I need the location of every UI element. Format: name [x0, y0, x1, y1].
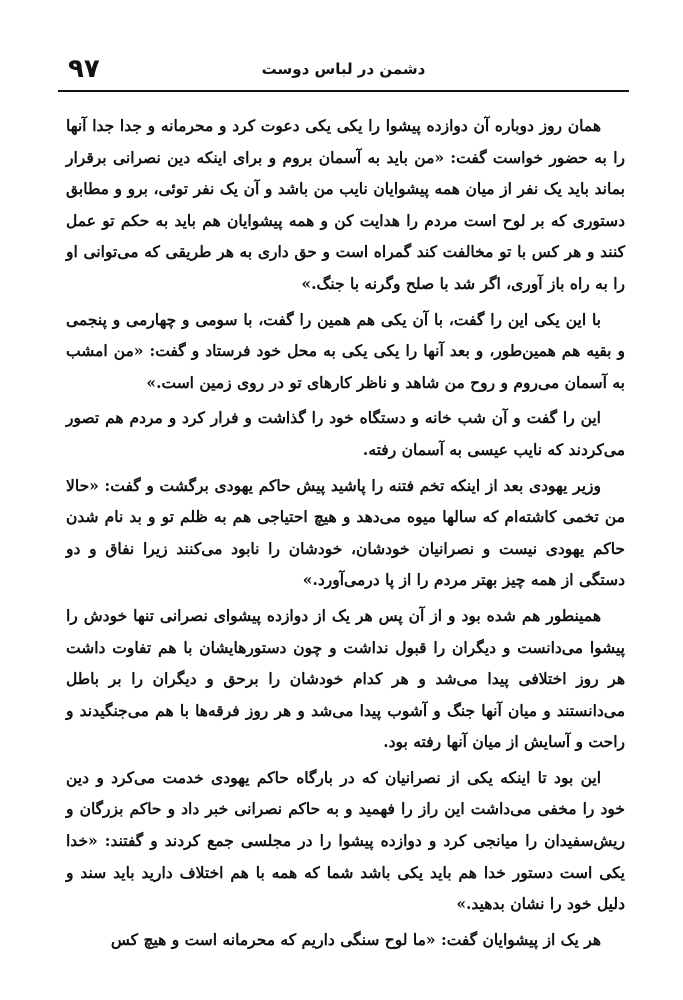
- running-title: دشمن در لباس دوست: [261, 60, 426, 78]
- body-text: [66, 110, 625, 959]
- paragraph: وزیر یهودی بعد از اینکه تخم فتنه را پاشید پیش حاکم یهودی برگشت و گفت: «حالا من تخمی کاشته‌ام که سالها میوه می‌دهد و هیچ احتیاجی هم به ظلم تو و بد نام شدن حاکم یهودی نیست و نصرانیان خودشان، خودشان را نابود می‌کنند زیرا نفاق و دو دستگی از همه چیز بهتر مردم را از پا درمی‌آورد.»: [66, 475, 625, 590]
- paragraph: هر یک از پیشوایان گفت: «ما لوح سنگی داریم که محرمانه است و هیچ کس: [110, 929, 601, 949]
- paragraph: با این یکی این را گفت، با آن یکی هم همین را گفت، با سومی و چهارمی و پنجمی و بقیه هم همین‌طور، و بعد آنها را یکی یکی به محل خود فرستاد و گفت: «من امشب به آسمان می‌روم و روح من شاهد و ناظر کارهای تو در روی زمین است.»: [66, 309, 625, 392]
- paragraph: این بود تا اینکه یکی از نصرانیان که در بارگاه حاکم یهودی خدمت می‌کرد و دین خود را مخفی می‌داشت این راز را فهمید و به حاکم نصرانی خبر داد و حاکم بزرگان و ریش‌سفیدان را میانجی کرد و دوازده پیشوا را در مجلسی جمع کردند و گفتند: «خدا یکی است دستور خدا هم باید یکی باشد شما که همه با هم اختلاف دارید باید سند و دلیل خود را نشان بدهید.»: [66, 767, 625, 914]
- paragraph: همینطور هم شده بود و از آن پس هر یک از دوازده پیشوای نصرانی تنها خودش را پیشوا می‌دانست و دیگران را قبول نداشت و چون دستورهایشان با هم تفاوت داشت هر روز اختلافی پیدا می‌شد و هر کدام خودشان را برحق و دیگران را بر باطل می‌دانستند و میان آنها جنگ و آشوب پیدا می‌شد و هر روز فرقه‌ها با هم می‌جنگیدند و راحت و آسایش از میان آنها رفته بود.: [66, 605, 625, 752]
- page-header: [58, 50, 629, 92]
- paragraph: این را گفت و آن شب خانه و دستگاه خود را گذاشت و فرار کرد و مردم هم تصور می‌کردند که نایب عیسی به آسمان رفته.: [66, 408, 625, 459]
- paragraph: همان روز دوباره آن دوازده پیشوا را یکی یکی دعوت کرد و محرمانه و جدا جدا آنها را به حضور خواست گفت: «من باید به آسمان بروم و برای اینکه دین نصرانی برقرار بماند باید یک نفر از میان همه پیشوایان نایب من باشد و آن یک نفر توئی، برو و مطابق دستوری که بر لوح است مردم را هدایت کن و همه پیشوایان هم باید به حکم تو عمل کنند و هر کس با تو مخالفت کند گمراه است و حق داری به هر طریقی که می‌توانی او را به راه باز آوری، اگر شد با صلح وگرنه با جنگ.»: [66, 116, 625, 293]
- page-number: ۹۷: [68, 54, 100, 84]
